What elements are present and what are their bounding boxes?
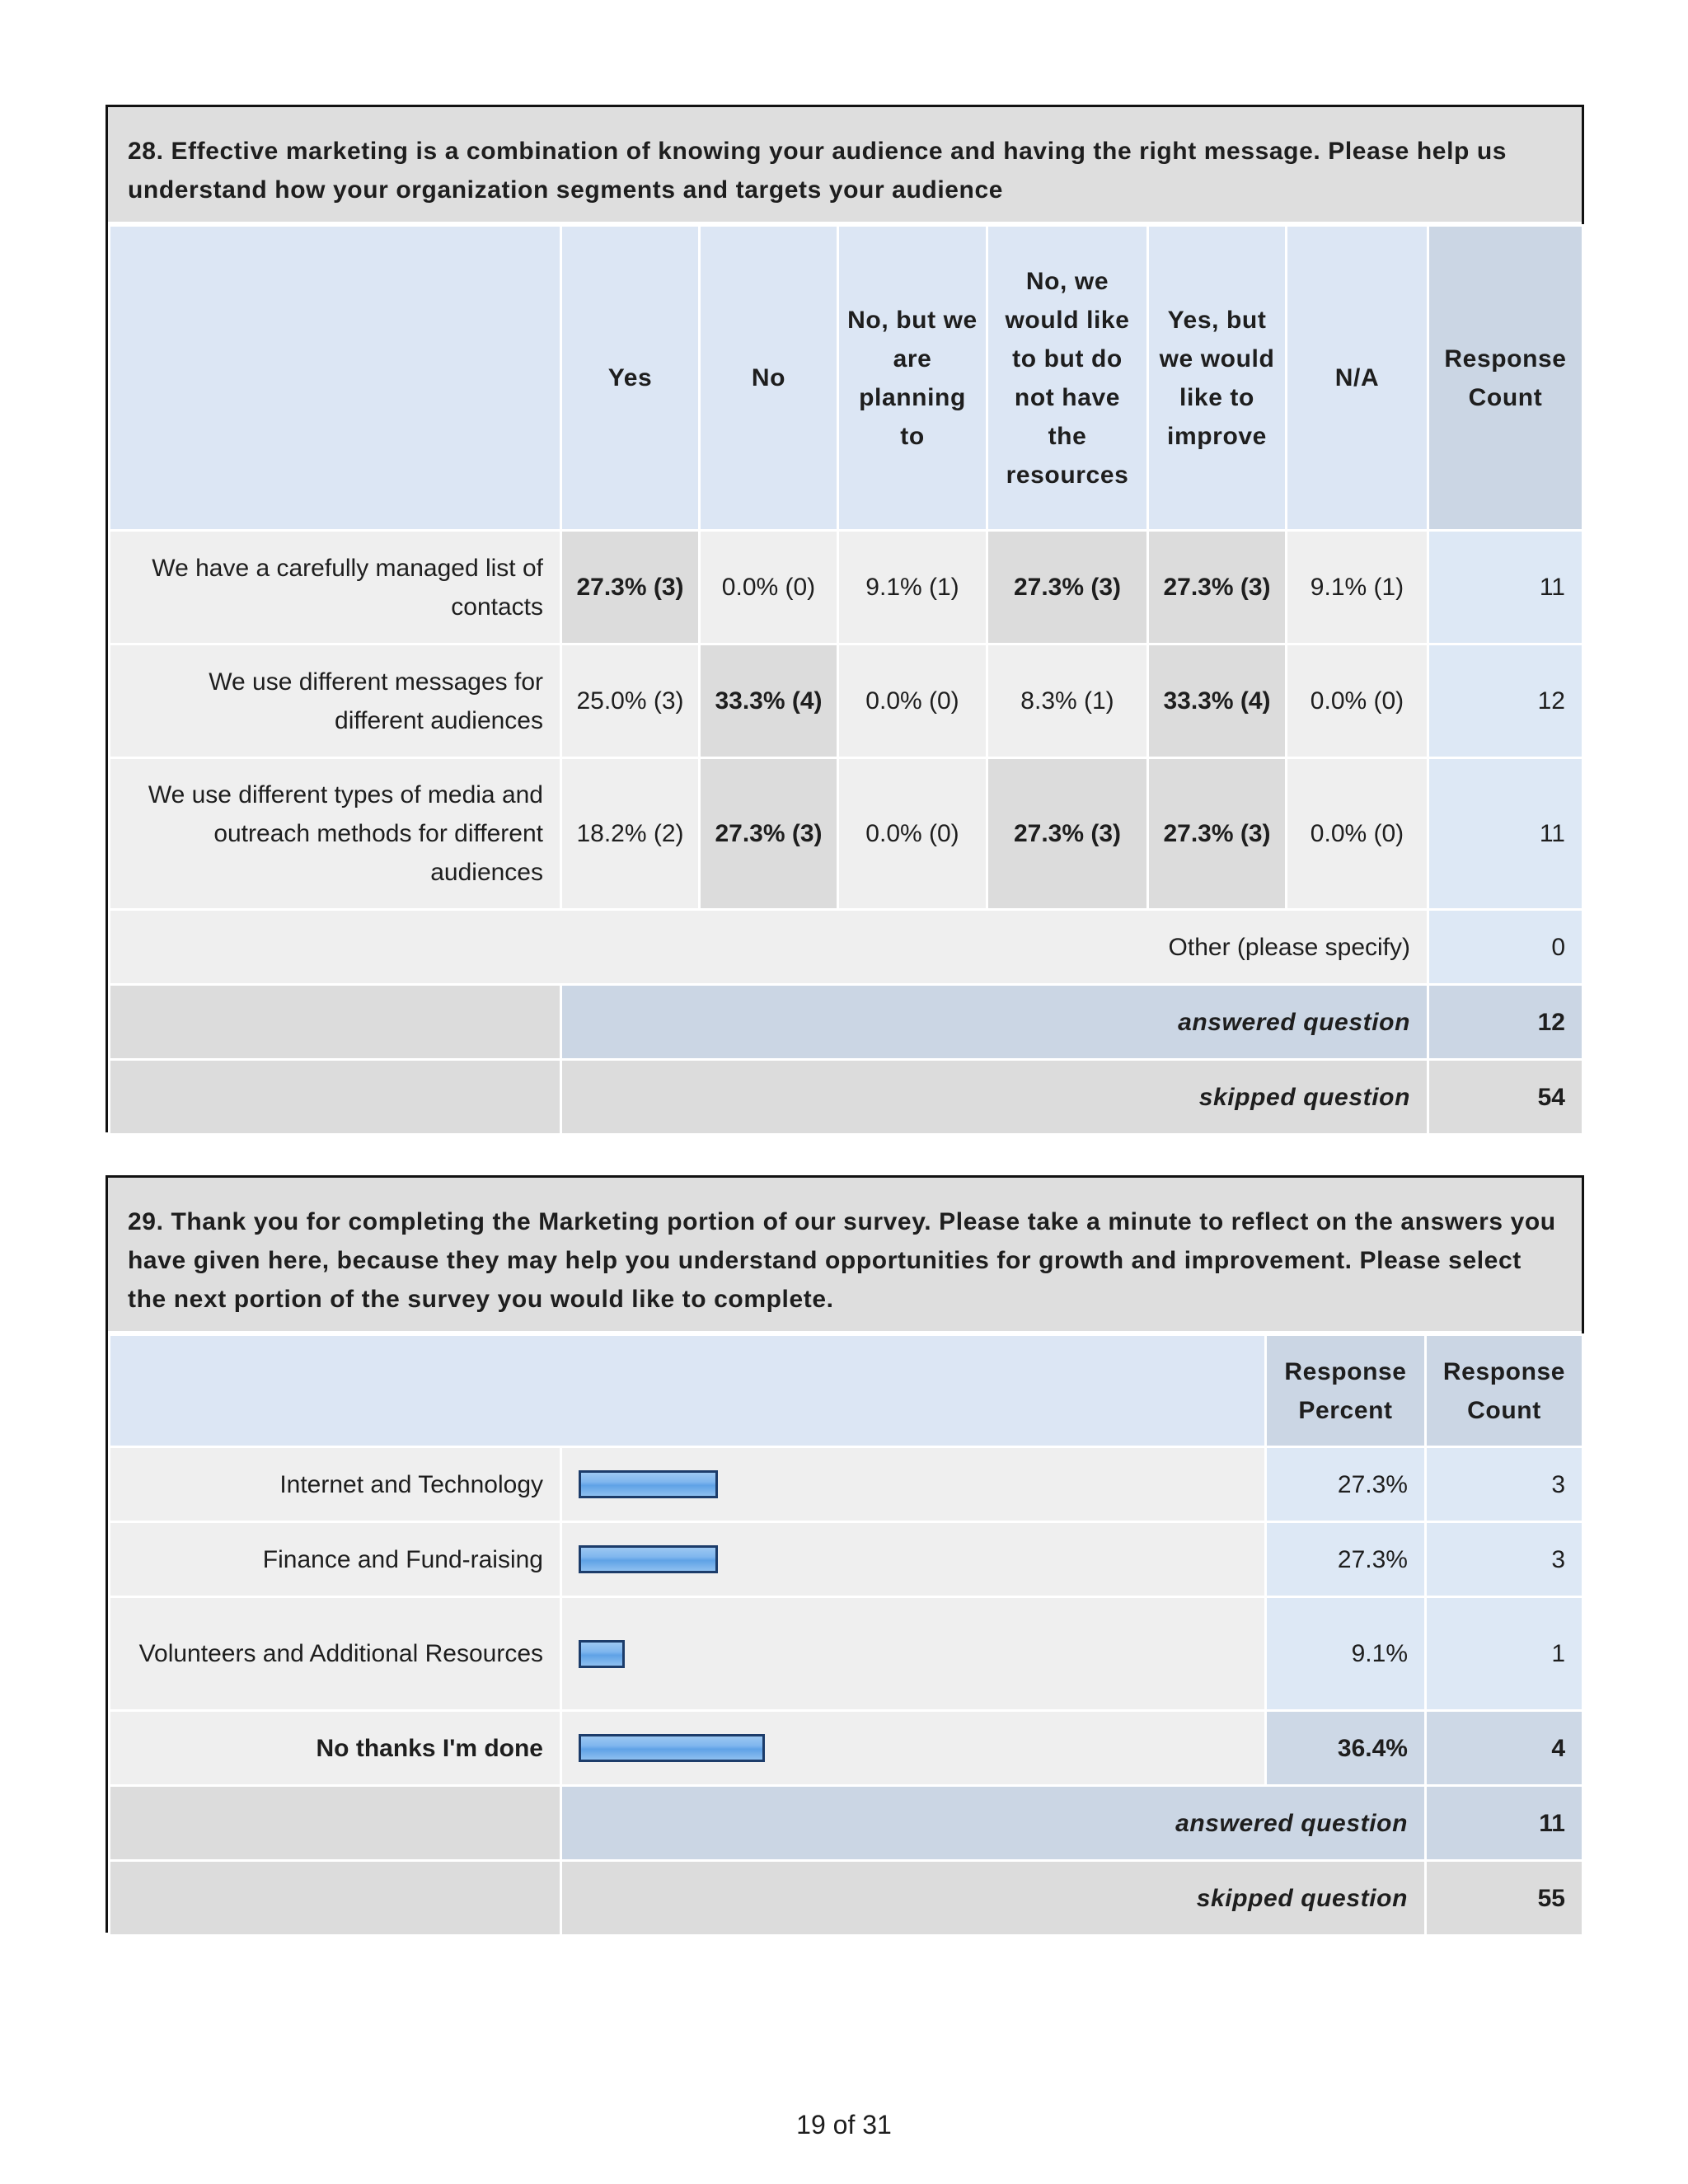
question-28-table	[108, 224, 1584, 1136]
table-cell: 0.0% (0)	[838, 758, 987, 910]
other-specify-label: Other (please specify)	[110, 910, 1428, 985]
table-cell: 0.0% (0)	[1287, 758, 1428, 910]
answered-row	[110, 985, 1583, 1060]
bar-cell	[561, 1711, 1266, 1786]
table-row	[110, 644, 1583, 758]
answered-question-label: answered question	[561, 1786, 1426, 1861]
bar-cell	[561, 1447, 1266, 1522]
table-cell: 27.3% (3)	[1148, 758, 1287, 910]
skipped-question-label: skipped question	[561, 1861, 1426, 1936]
table-cell: 25.0% (3)	[561, 644, 700, 758]
response-percent: 27.3%	[1266, 1447, 1426, 1522]
response-count: 4	[1426, 1711, 1583, 1786]
table-row	[110, 531, 1583, 644]
table-row	[110, 1711, 1583, 1786]
footer-blank	[110, 1786, 561, 1861]
skipped-row	[110, 1861, 1583, 1936]
table-row	[110, 1597, 1583, 1711]
header-blank	[110, 226, 561, 531]
bar-cell	[561, 1522, 1266, 1597]
table-cell: 33.3% (4)	[1148, 644, 1287, 758]
other-row	[110, 910, 1583, 985]
column-header-na: N/A	[1287, 226, 1428, 531]
footer-blank	[110, 985, 561, 1060]
row-label: We use different types of media and outreach methods for different audiences	[110, 758, 561, 910]
table-row	[110, 758, 1583, 910]
response-count: 12	[1428, 644, 1583, 758]
response-bar	[579, 1640, 625, 1668]
other-count: 0	[1428, 910, 1583, 985]
answered-row	[110, 1786, 1583, 1861]
table-cell: 27.3% (3)	[700, 758, 838, 910]
response-count: 11	[1428, 531, 1583, 644]
question-29-table	[108, 1333, 1584, 1937]
header-blank	[110, 1335, 1266, 1447]
question-28-title: 28. Effective marketing is a combination of knowing your audience and having the right message. Please help us understand how your organization segments and targets your audience	[108, 107, 1582, 224]
column-header-response-count: Response Count	[1428, 226, 1583, 531]
skipped-question-value: 55	[1426, 1861, 1583, 1936]
table-cell: 0.0% (0)	[1287, 644, 1428, 758]
response-bar	[579, 1470, 718, 1498]
response-percent: 27.3%	[1266, 1522, 1426, 1597]
column-header-improve: Yes, but we would like to improve	[1148, 226, 1287, 531]
bar-cell	[561, 1597, 1266, 1711]
table-row	[110, 1447, 1583, 1522]
question-28-box	[106, 105, 1584, 1132]
column-header-no-resources: No, we would like to but do not have the resources	[987, 226, 1148, 531]
table-row	[110, 1522, 1583, 1597]
option-label: Internet and Technology	[110, 1447, 561, 1522]
response-count: 3	[1426, 1522, 1583, 1597]
table-cell: 0.0% (0)	[838, 644, 987, 758]
column-header-planning: No, but we are planning to	[838, 226, 987, 531]
option-label: Volunteers and Additional Resources	[110, 1597, 561, 1711]
option-label: Finance and Fund-raising	[110, 1522, 561, 1597]
skipped-row	[110, 1060, 1583, 1135]
response-bar	[579, 1545, 718, 1573]
response-count: 1	[1426, 1597, 1583, 1711]
column-header-no: No	[700, 226, 838, 531]
table-cell: 27.3% (3)	[987, 758, 1148, 910]
skipped-question-label: skipped question	[561, 1060, 1428, 1135]
question-29-title: 29. Thank you for completing the Marketing portion of our survey. Please take a minute to reflect on the answers you have given here, because they may help you understand opportunities for growth and improvement. Please select the next portion of the survey you would like to complete.	[108, 1178, 1582, 1333]
table-cell: 33.3% (4)	[700, 644, 838, 758]
response-count: 3	[1426, 1447, 1583, 1522]
page-number: 19 of 31	[796, 2110, 892, 2139]
row-label: We have a carefully managed list of contacts	[110, 531, 561, 644]
answered-question-value: 12	[1428, 985, 1583, 1060]
table-cell: 0.0% (0)	[700, 531, 838, 644]
table-cell: 18.2% (2)	[561, 758, 700, 910]
response-percent: 36.4%	[1266, 1711, 1426, 1786]
response-count: 11	[1428, 758, 1583, 910]
answered-question-value: 11	[1426, 1786, 1583, 1861]
table-cell: 27.3% (3)	[561, 531, 700, 644]
column-header-response-count: Response Count	[1426, 1335, 1583, 1447]
table-cell: 8.3% (1)	[987, 644, 1148, 758]
footer-blank	[110, 1060, 561, 1135]
table-cell: 9.1% (1)	[1287, 531, 1428, 644]
table-cell: 9.1% (1)	[838, 531, 987, 644]
column-header-yes: Yes	[561, 226, 700, 531]
answered-question-label: answered question	[561, 985, 1428, 1060]
table-cell: 27.3% (3)	[1148, 531, 1287, 644]
column-header-response-percent: Response Percent	[1266, 1335, 1426, 1447]
footer-blank	[110, 1861, 561, 1936]
response-bar	[579, 1734, 765, 1762]
skipped-question-value: 54	[1428, 1060, 1583, 1135]
row-label: We use different messages for different audiences	[110, 644, 561, 758]
table-cell: 27.3% (3)	[987, 531, 1148, 644]
question-29-box	[106, 1175, 1584, 1933]
option-label: No thanks I'm done	[110, 1711, 561, 1786]
response-percent: 9.1%	[1266, 1597, 1426, 1711]
